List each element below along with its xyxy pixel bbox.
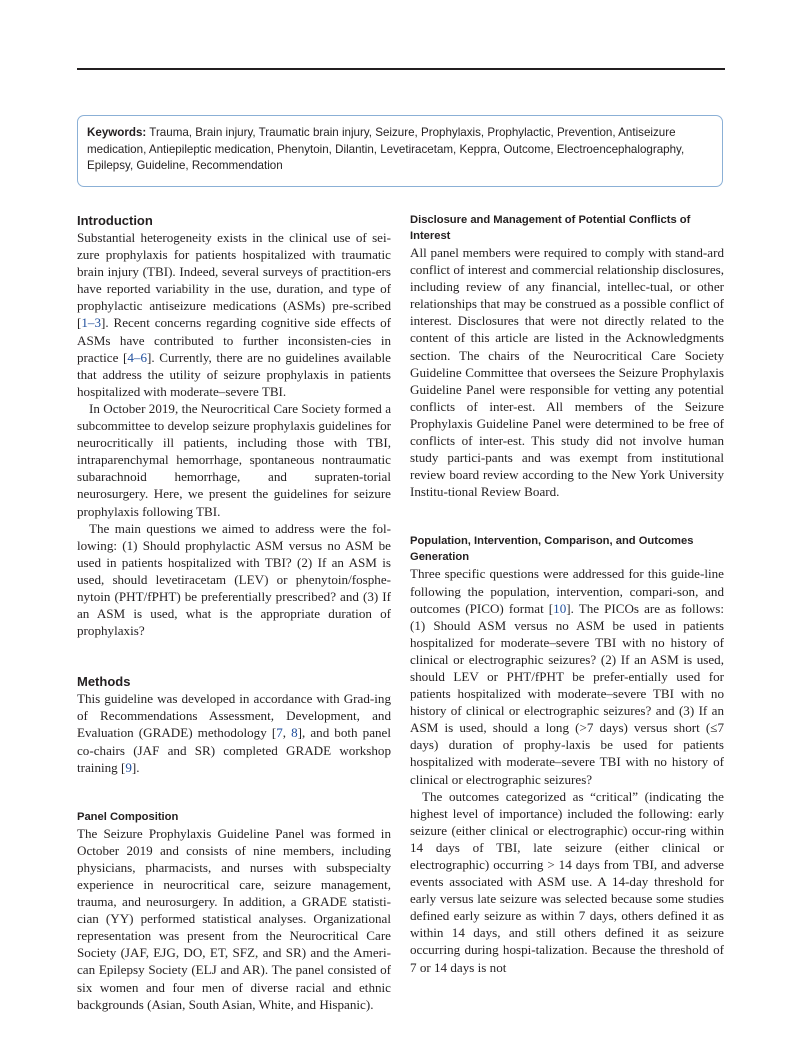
disclosure-heading: Disclosure and Management of Potential Conflicts of Interest [410,214,691,242]
pico-paragraph-2: The outcomes categorized as “critical” (indicating the highest level of importance) included the following: early seizure (either clinical or electrographic) occur-ring within 14 days of TBI, late seizure (either clinical or electrographic) occurring > 14 days from TBI, and adverse events associated with ASM use. A 14-day threshold for early versus late seizure was selected because some studies defined early seizure as within 7 days, others defined it as within 14 days, and still others defined it as seizure occurring during hospi-talization. Because the threshold of 7 or 14 days is not [410,788,724,975]
citation-link[interactable]: 1–3 [81,315,102,331]
introduction-paragraph-3: The main questions we aimed to address were the fol-lowing: (1) Should prophylactic ASM versus no ASM be used in patients hospitalized with TBI? (2) If an ASM is used, should levetiracetam (LEV) or phenytoin/fosphe-nytoin (PHT/fPHT) be preferentially prescribed? and (3) If an ASM is used, what is the appropriate duration of prophylaxis? [77,520,391,639]
pico-heading: Population, Intervention, Comparison, and Outcomes Generation [410,535,694,564]
disclosure-paragraph: All panel members were required to comply with stand-ard conflict of interest and commercial relationship disclosures, including review of any financial, intellec-tual, or other relationships that may be construed as a possible conflict of interest. Disclosures that were not directly related to the content of this article are listed in the Acknowledgments section. The chairs of the Neurocritical Care Society Guideline Committee that oversees the Seizure Prophylaxis Guideline Panel were responsible for vetting any potential conflicts of inter-est. All members of the Seizure Prophylaxis Guideline Panel were determined to be free of conflicts of inter-est. This study did not involve human study partici-pants and was exempt from institutional review board review according to the New York University Institu-tional Review Board. [410,245,724,500]
citation-link[interactable]: 8 [291,725,298,741]
pico-paragraph-1: Three specific questions were addressed for this guide-line following the population, intervention, compari-son, and outcomes (PICO) format [10]. The PICOs are as follows: (1) Should ASM versus no ASM be used in patients hospitalized for moderate–severe TBI with no history of clinical or electrographic seizures? (2) If an ASM is used, should LEV or PHT/fPHT be prefer-entially used for patients hospitalized with moderate–severe TBI with no history of clinical or electrographic seizures? and (3) If an ASM is used, should a long (>7 days) versus short (≤7 days) duration of prophy-laxis be used for patients hospitalized with moderate–severe TBI with no history of clinical or electrographic seizures? [410,566,724,787]
left-column [77,212,391,1013]
methods-paragraph-1: This guideline was developed in accordance with Grad-ing of Recommendations Assessment, Development, and Evaluation (GRADE) methodology [7, 8], and both panel co-chairs (JAF and SR) completed GRADE workshop training [9]. [77,691,392,775]
header-rule [77,68,725,70]
introduction-paragraph-1: Substantial heterogeneity exists in the clinical use of sei-zure prophylaxis for patients hospitalized with traumatic brain injury (TBI). Indeed, several surveys of practition-ers have reported variability in the use, duration, and type of prophylactic antiseizure medications (ASMs) pre-scribed [1–3]. Recent concerns regarding cognitive side effects of ASMs have contributed to further inconsisten-cies in practice [4–6]. Currently, there are no guidelines available that address the utility of seizure prophylaxis in patients hospitalized with moderate–severe TBI. [77,230,391,399]
panel-composition-paragraph: The Seizure Prophylaxis Guideline Panel was formed in October 2019 and consists of nine members, including physicians, pharmacists, and nurses with subspecialty experience in neurocritical care, seizure management, trauma, and neurosurgery. In addition, a GRADE statisti-cian (YY) performed statistical analyses. Organizational representation was present from the Neurocritical Care Society (JAF, EJG, DO, ET, SFZ, and SR) and the Ameri-can Epilepsy Society (ELJ and AR). The panel consisted of six women and four men of diverse racial and ethnic backgrounds (Asian, South Asian, White, and Hispanic). [77,825,391,1012]
panel-composition-heading: Panel Composition [77,810,179,823]
citation-link[interactable]: 9 [125,759,132,775]
citation-link[interactable]: 4–6 [127,349,148,365]
keywords-box [77,115,723,187]
keywords-label: Keywords: [87,126,147,139]
keywords-text: Trauma, Brain injury, Traumatic brain injury, Seizure, Prophylaxis, Prophylactic, Prevention, Antiseizure medication, Antiepileptic medication, Phenytoin, Dilantin, Levetiracetam, Keppra, Outcome, Electroencephalography, Epilepsy, Guideline, Recommendation [87,126,685,173]
introduction-paragraph-2: In October 2019, the Neurocritical Care Society formed a subcommittee to develop seizure prophylaxis guidelines for neurocritically ill patients, including those with TBI, intraparenchymal hemorrhage, spontaneous nontraumatic subarachnoid hemorrhage, and supraten-torial neurosurgery. Here, we present the guidelines for seizure prophylaxis following TBI. [77,400,391,519]
introduction-heading: Introduction [77,213,153,228]
citation-link[interactable]: 10 [553,600,567,616]
right-column [410,212,724,976]
citation-link[interactable]: 7 [276,725,283,741]
methods-heading: Methods [77,674,131,690]
